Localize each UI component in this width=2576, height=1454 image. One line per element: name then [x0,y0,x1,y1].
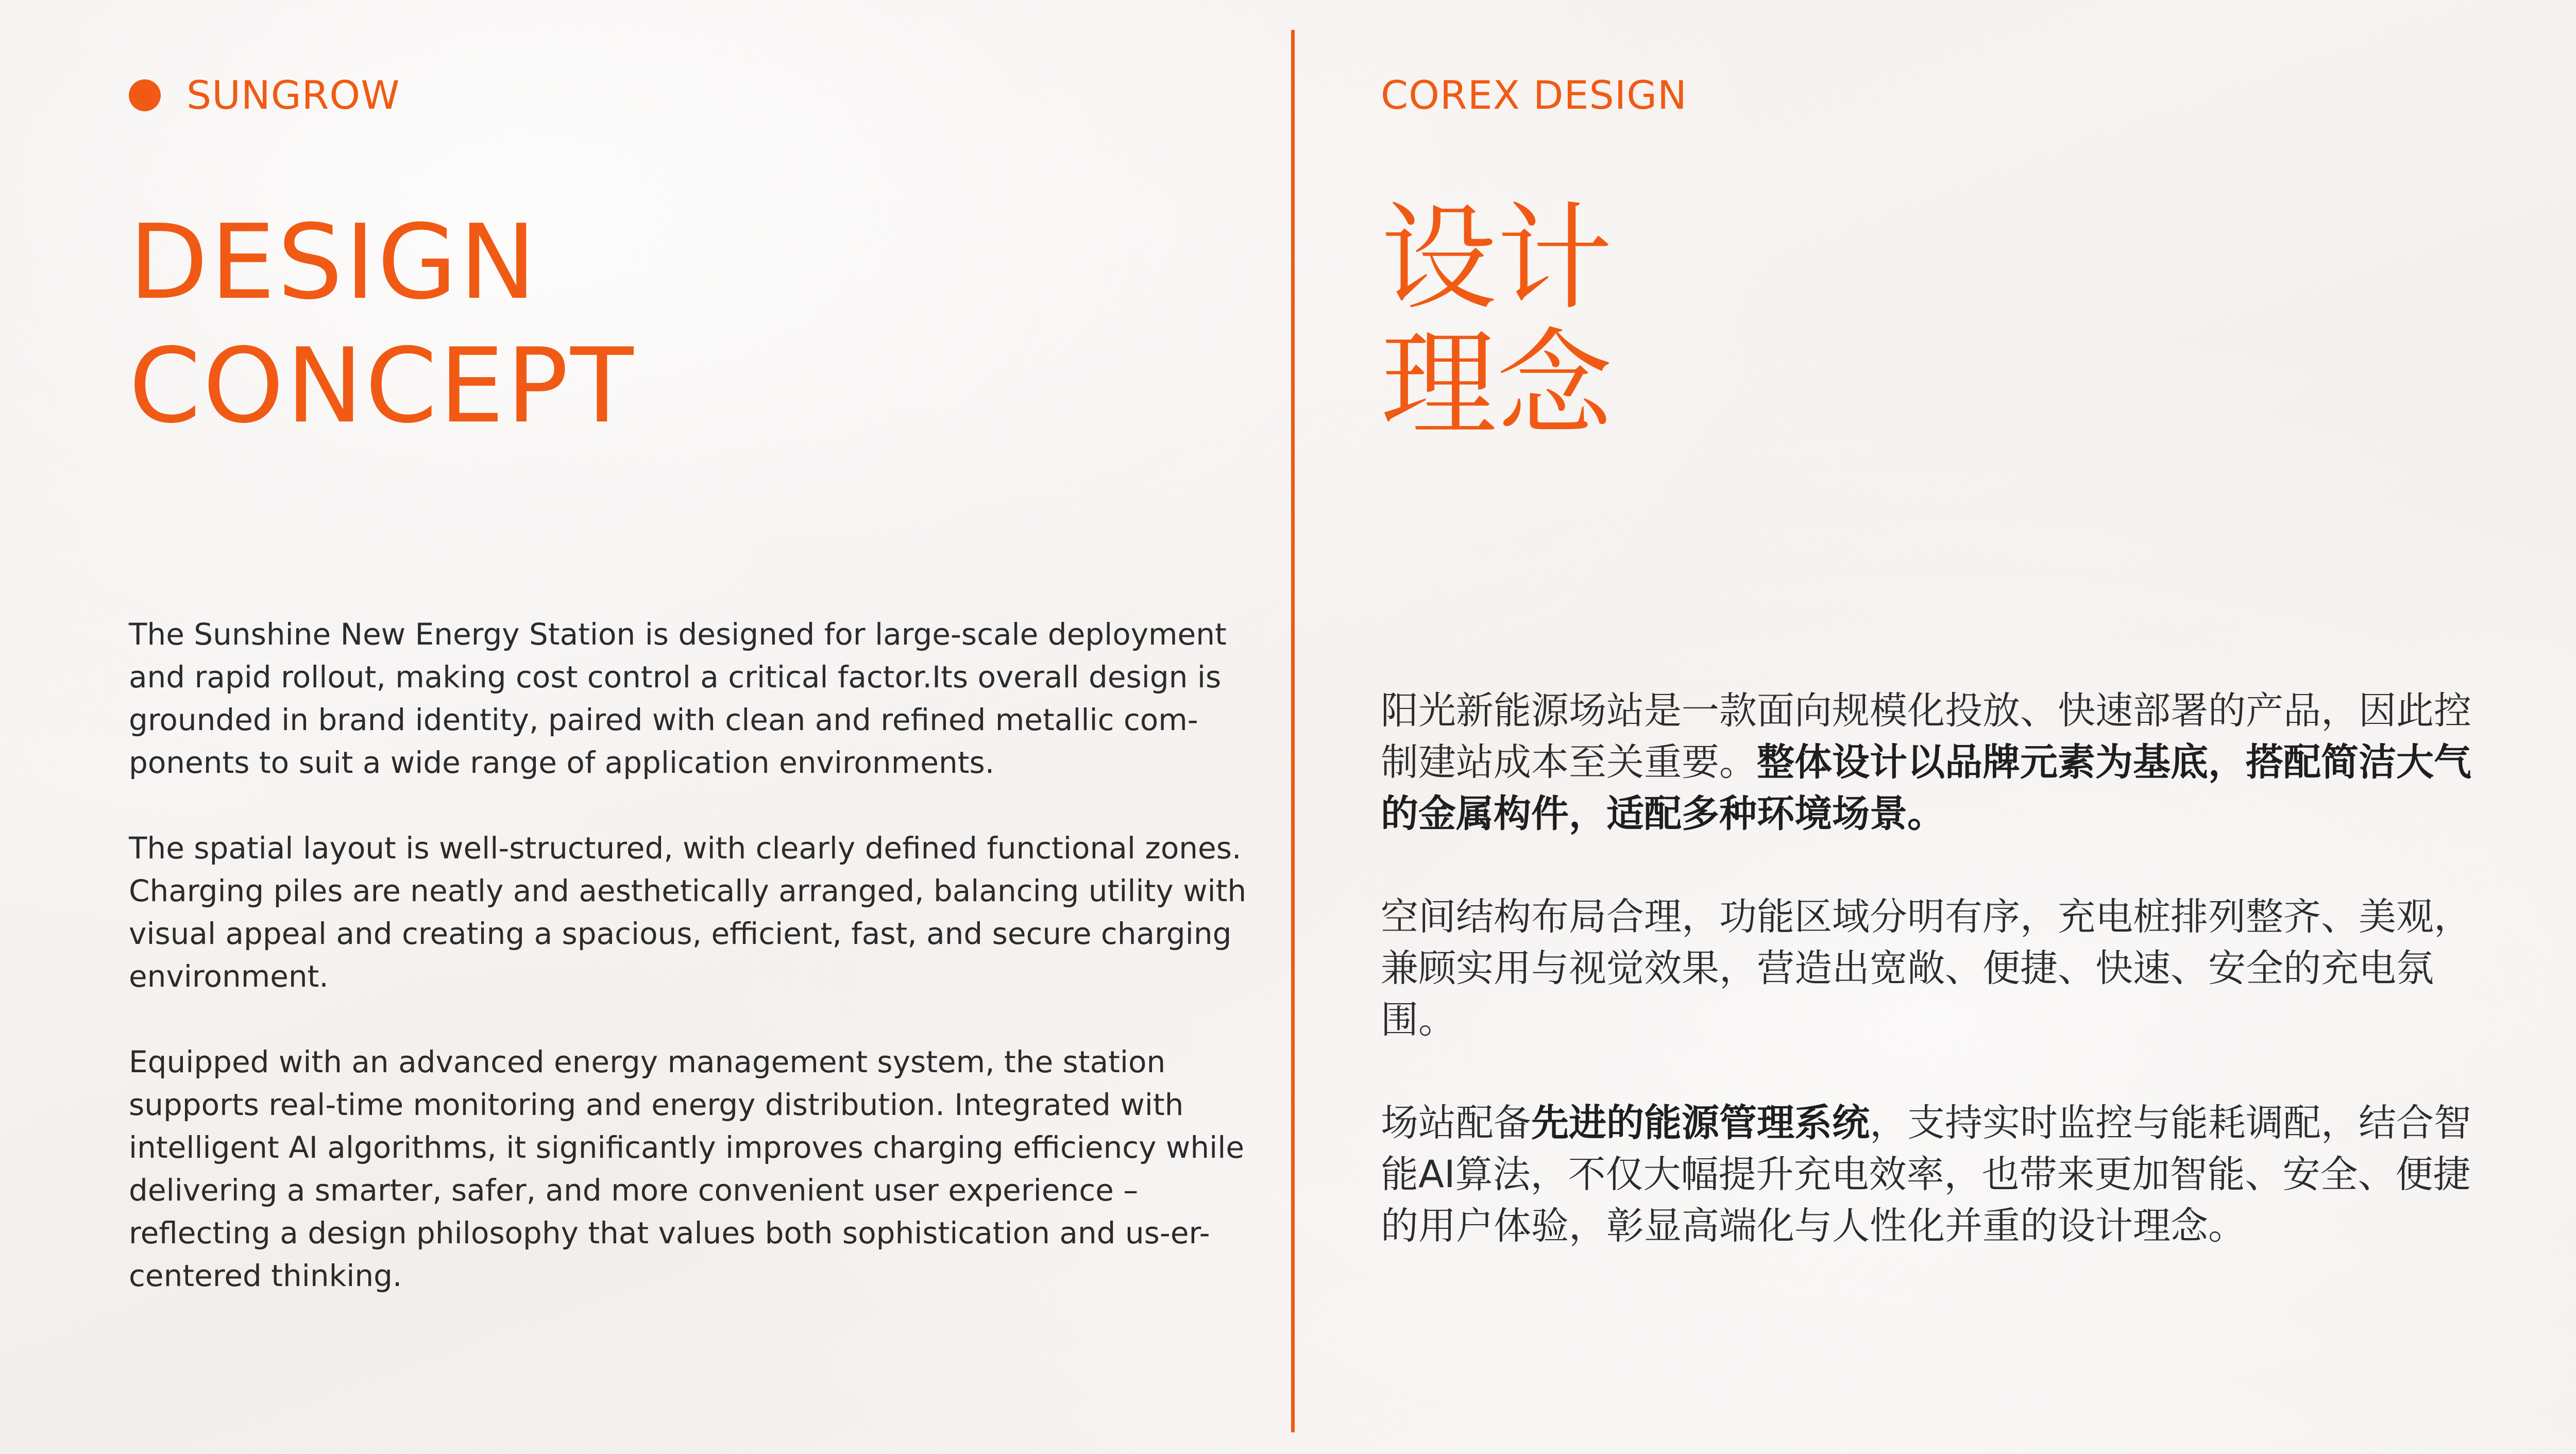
title-chinese [1381,191,1613,452]
brand-sungrow-label: SUNGROW [187,72,400,118]
title-zh-line-1: 设计 [1381,191,1613,326]
en-paragraph-3: Equipped with an advanced energy management system, the station supports real-time monitoring and energy distribution. Integrated with intelligent AI algorithms, it significantly improves charging efficiency while delivering a smarter, safer, and more convenient user experience – reflecting a design philosophy that values both sophistication and us-er-centered thinking. [129,1044,1245,1293]
zh-p1-bold: 整体设计以品牌元素为基底，搭配简洁大气的金属构件，适配多种环境场景。 [1381,740,2471,836]
zh-paragraph-2: 空间结构布局合理，功能区域分明有序，充电桩排列整齐、美观，兼顾实用与视觉效果，营造出宽敞、便捷、快速、安全的充电氛围。 [1381,895,2471,1042]
zh-paragraph-1 [1381,685,2494,840]
title-en-line-1: DESIGN [129,202,538,323]
zh-paragraph-3 [1381,1097,2494,1252]
english-description [129,613,1252,1340]
brand-sungrow [129,72,400,118]
title-en-line-2: CONCEPT [129,326,636,446]
en-paragraph-2: The spatial layout is well-structured, with clearly defined functional zones. Charging piles are neatly and aesthetically arranged, balancing utility with visual appeal and creating a spacious, efficient, fast, and secure charging environment. [129,831,1247,994]
zh-p3-after: ，支持实时监控与能耗调配，结合智能AI算法，不仅大幅提升充电效率，也带来更加智能、安全、便捷的用户体验，彰显高端化与人性化并重的设计理念。 [1381,1101,2471,1248]
zh-p3-bold: 先进的能源管理系统 [1531,1101,1870,1145]
en-paragraph-1: The Sunshine New Energy Station is designed for large-scale deployment and rapid rollout, making cost control a critical factor.Its overall design is grounded in brand identity, paired with clean and refined metallic com-ponents to suit a wide range of application environments. [129,617,1227,780]
brand-corex-design [1381,72,1687,118]
chinese-description [1381,685,2494,1304]
title-zh-line-2: 理念 [1381,317,1613,452]
zh-p1-normal: 阳光新能源场站是一款面向规模化投放、快速部署的产品，因此控制建站成本至关重要。 [1381,689,2471,784]
brand-corex-label: COREX DESIGN [1381,72,1687,118]
zh-p3-before: 场站配备 [1381,1101,1531,1145]
vertical-divider [1291,30,1295,1432]
title-design-concept [129,201,635,448]
brand-dot-icon [129,79,161,111]
